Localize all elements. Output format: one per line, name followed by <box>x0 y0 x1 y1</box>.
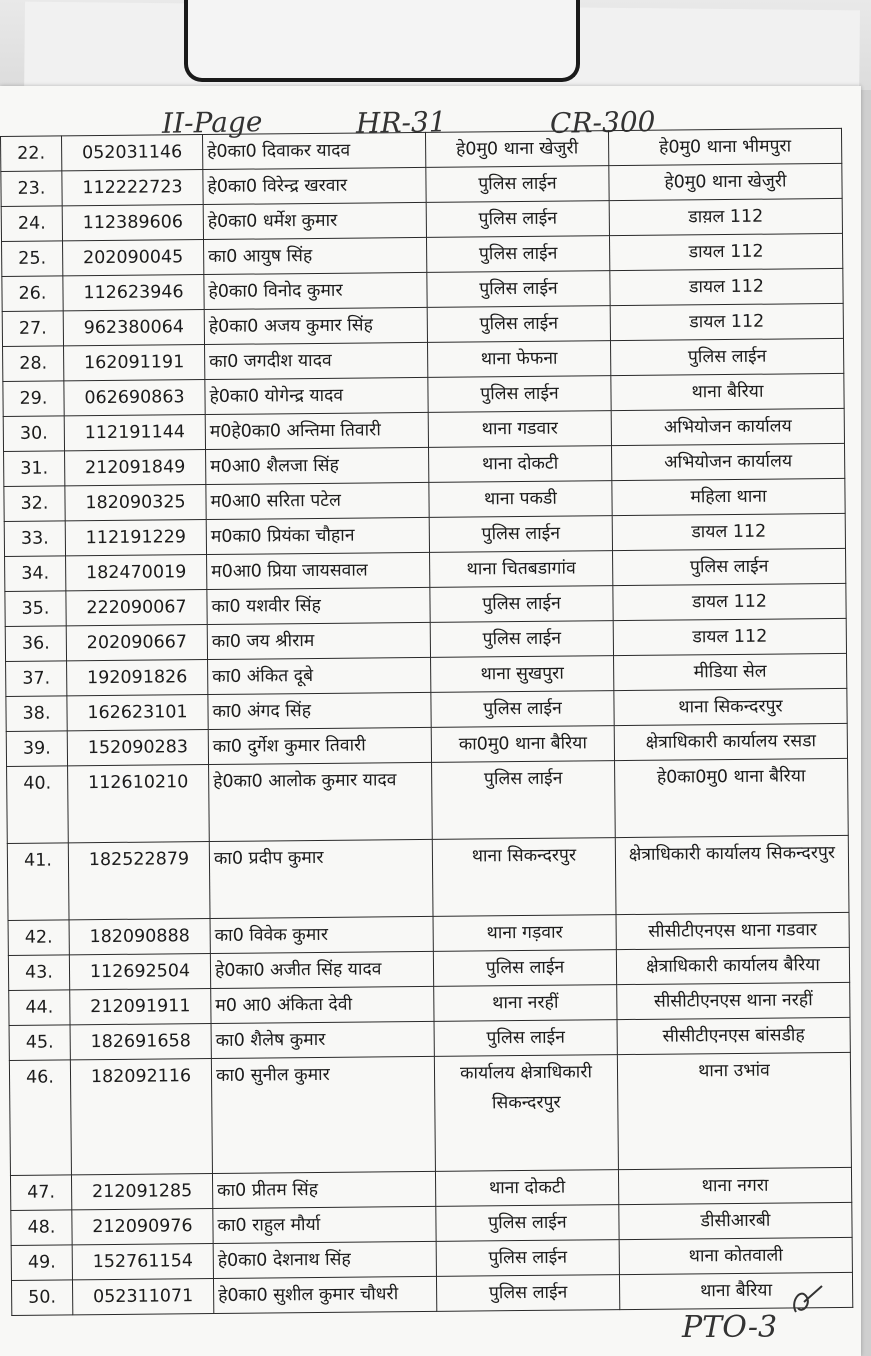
name-rank-cell: हे0का0 आलोक कुमार यादव <box>209 762 433 841</box>
table-row <box>7 835 849 920</box>
serial-number-cell: 34. <box>5 556 66 592</box>
new-posting-cell: डायल 112 <box>609 233 842 270</box>
serial-number-cell: 27. <box>2 311 63 347</box>
serial-number-cell: 32. <box>4 486 65 522</box>
new-posting-cell: थाना बैरिया <box>619 1272 852 1309</box>
name-rank-cell: का0 आयुष सिंह <box>204 237 427 274</box>
current-posting-cell: थाना गडवार <box>428 411 611 448</box>
current-posting-cell: पुलिस लाईन <box>436 1205 619 1242</box>
employee-id-cell: 162091191 <box>64 345 205 381</box>
new-posting-cell: थाना सिकन्दरपुर <box>614 688 847 725</box>
new-posting-cell: महिला थाना <box>612 478 845 515</box>
employee-id-cell: 052311071 <box>72 1279 213 1315</box>
serial-number-cell: 50. <box>11 1280 72 1316</box>
serial-number-cell: 45. <box>9 1025 70 1061</box>
current-posting-cell: थाना नरहीं <box>434 985 617 1022</box>
name-rank-cell: म0हे0का0 अन्तिमा तिवारी <box>205 412 428 449</box>
employee-id-cell: 202090045 <box>63 240 204 276</box>
current-posting-cell: पुलिस लाईन <box>431 691 614 728</box>
employee-id-cell: 182090325 <box>65 485 206 521</box>
new-posting-cell: डायल 112 <box>610 303 843 340</box>
employee-id-cell: 212091911 <box>70 989 211 1025</box>
new-posting-cell: डाय़ल 112 <box>609 198 842 235</box>
serial-number-cell: 24. <box>1 206 62 242</box>
current-posting-cell: थाना सिकन्दरपुर <box>432 838 616 917</box>
name-rank-cell: का0 अंकित दूबे <box>208 657 431 694</box>
current-posting-cell: पुलिस लाईन <box>426 166 609 203</box>
new-posting-cell: सीसीटीएनएस थाना नरहीं <box>617 982 850 1019</box>
name-rank-cell: हे0का0 विरेन्द्र खरवार <box>203 167 426 204</box>
employee-id-cell: 112222723 <box>62 170 203 206</box>
employee-id-cell: 192091826 <box>67 660 208 696</box>
serial-number-cell: 22. <box>1 136 62 172</box>
name-rank-cell: हे0का0 देशनाथ सिंह <box>213 1241 436 1278</box>
name-rank-cell: का0 अंगद सिंह <box>208 692 431 729</box>
serial-number-cell: 47. <box>10 1175 71 1211</box>
current-posting-cell: थाना दोकटी <box>435 1170 618 1207</box>
name-rank-cell: का0 प्रदीप कुमार <box>209 839 433 918</box>
employee-id-cell: 212091285 <box>71 1174 212 1210</box>
new-posting-cell: क्षेत्राधिकारी कार्यालय सिकन्दरपुर <box>615 835 849 914</box>
new-posting-cell: थाना बैरिया <box>611 373 844 410</box>
employee-id-cell: 112692504 <box>69 954 210 990</box>
current-posting-cell: पुलिस लाईन <box>428 376 611 413</box>
new-posting-cell: थाना कोतवाली <box>619 1237 852 1274</box>
serial-number-cell: 40. <box>7 766 69 844</box>
employee-id-cell: 052031146 <box>62 135 203 171</box>
serial-number-cell: 38. <box>6 696 67 732</box>
table-row <box>7 758 849 843</box>
name-rank-cell: म0का0 प्रियंका चौहान <box>206 517 429 554</box>
current-posting-cell: पुलिस लाईन <box>436 1240 619 1277</box>
employee-id-cell: 182090888 <box>69 919 210 955</box>
current-posting-cell: थाना गड़वार <box>433 915 616 952</box>
current-posting-cell: थाना फेफना <box>428 341 611 378</box>
name-rank-cell: का0 जगदीश यादव <box>205 342 428 379</box>
current-posting-cell: थाना पकडी <box>429 481 612 518</box>
current-posting-cell: थाना दोकटी <box>429 446 612 483</box>
employee-id-cell: 062690863 <box>64 380 205 416</box>
current-posting-cell: पुलिस लाईन <box>427 271 610 308</box>
employee-id-cell: 182470019 <box>66 555 207 591</box>
new-posting-cell: अभियोजन कार्यालय <box>611 408 844 445</box>
current-posting-cell: पुलिस लाईन <box>426 201 609 238</box>
current-posting-cell: पुलिस लाईन <box>429 516 612 553</box>
name-rank-cell: हे0का0 योगेन्द्र यादव <box>205 377 428 414</box>
employee-id-cell: 112610210 <box>68 765 210 843</box>
new-posting-cell: सीसीटीएनएस बांसडीह <box>617 1017 850 1054</box>
table-row <box>9 1052 851 1175</box>
name-rank-cell: म0 आ0 अंकिता देवी <box>211 986 434 1023</box>
name-rank-cell: हे0का0 अजय कुमार सिंह <box>204 307 427 344</box>
employee-id-cell: 112191144 <box>64 415 205 451</box>
new-posting-cell: क्षेत्राधिकारी कार्यालय रसडा <box>614 723 847 760</box>
current-posting-cell: पुलिस लाईन <box>430 586 613 623</box>
employee-id-cell: 152761154 <box>72 1244 213 1280</box>
name-rank-cell: हे0का0 सुशील कुमार चौधरी <box>213 1276 436 1313</box>
name-rank-cell: का0 सुनील कुमार <box>211 1056 435 1173</box>
employee-id-cell: 222090067 <box>66 590 207 626</box>
serial-number-cell: 30. <box>3 416 64 452</box>
reference-hr: HR-31 <box>355 105 447 140</box>
name-rank-cell: का0 शैलेष कुमार <box>211 1021 434 1058</box>
employee-id-cell: 162623101 <box>67 695 208 731</box>
current-posting-cell: पुलिस लाईन <box>433 950 616 987</box>
new-posting-cell: थाना उभांव <box>617 1052 851 1169</box>
name-rank-cell: का0 दुर्गेश कुमार तिवारी <box>208 727 431 764</box>
serial-number-cell: 41. <box>7 843 69 921</box>
current-posting-cell: पुलिस लाईन <box>434 1020 617 1057</box>
table-row <box>11 1272 852 1315</box>
page-note: II-Page <box>161 105 263 140</box>
new-posting-cell: क्षेत्राधिकारी कार्यालय बैरिया <box>616 947 849 984</box>
current-posting-cell: पुलिस लाईन <box>430 621 613 658</box>
new-posting-cell: हे0मु0 थाना भीमपुरा <box>608 128 841 165</box>
new-posting-cell: मीडिया सेल <box>614 653 847 690</box>
new-posting-cell: डायल 112 <box>610 268 843 305</box>
serial-number-cell: 46. <box>9 1060 71 1176</box>
current-posting-cell: थाना चितबडागांव <box>430 551 613 588</box>
serial-number-cell: 48. <box>11 1210 72 1246</box>
current-posting-cell: पुलिस लाईन <box>427 306 610 343</box>
name-rank-cell: हे0का0 दिवाकर यादव <box>202 132 425 169</box>
new-posting-cell: डायल 112 <box>613 583 846 620</box>
name-rank-cell: म0आ0 सरिता पटेल <box>206 482 429 519</box>
serial-number-cell: 31. <box>4 451 65 487</box>
employee-id-cell: 112191229 <box>65 520 206 556</box>
current-posting-cell: पुलिस लाईन <box>432 761 616 840</box>
new-posting-cell: पुलिस लाईन <box>613 548 846 585</box>
current-posting-cell: कार्यालय क्षेत्राधिकारी सिकन्दरपुर <box>434 1055 618 1172</box>
serial-number-cell: 42. <box>8 920 69 956</box>
serial-number-cell: 23. <box>1 171 62 207</box>
new-posting-cell: पुलिस लाईन <box>610 338 843 375</box>
name-rank-cell: का0 विवेक कुमार <box>210 916 433 953</box>
new-posting-cell: डीसीआरबी <box>619 1202 852 1239</box>
name-rank-cell: म0आ0 प्रिया जायसवाल <box>207 552 430 589</box>
employee-id-cell: 152090283 <box>67 730 208 766</box>
new-posting-cell: थाना नगरा <box>618 1167 851 1204</box>
employee-id-cell: 112389606 <box>62 205 203 241</box>
initials-signature <box>786 1282 826 1318</box>
transfer-table-wrap <box>0 128 871 1356</box>
serial-number-cell: 25. <box>2 241 63 277</box>
current-posting-cell: का0मु0 थाना बैरिया <box>431 726 614 763</box>
name-rank-cell: का0 यशवीर सिंह <box>207 587 430 624</box>
name-rank-cell: हे0का0 अजीत सिंह यादव <box>210 951 433 988</box>
name-rank-cell: का0 जय श्रीराम <box>207 622 430 659</box>
serial-number-cell: 39. <box>6 731 67 767</box>
new-posting-cell: हे0का0मु0 थाना बैरिया <box>615 758 849 837</box>
serial-number-cell: 28. <box>3 346 64 382</box>
employee-id-cell: 182092116 <box>70 1059 212 1175</box>
new-posting-cell: हे0मु0 थाना खेजुरी <box>609 163 842 200</box>
clipboard-clip <box>184 0 580 82</box>
employee-id-cell: 182522879 <box>68 842 210 920</box>
pto-note: PTO-3 <box>682 1310 778 1345</box>
serial-number-cell: 35. <box>5 591 66 627</box>
current-posting-cell: पुलिस लाईन <box>426 236 609 273</box>
name-rank-cell: का0 प्रीतम सिंह <box>212 1171 435 1208</box>
current-posting-cell: हे0मु0 थाना खेजुरी <box>425 131 608 168</box>
employee-id-cell: 112623946 <box>63 275 204 311</box>
employee-id-cell: 212090976 <box>72 1209 213 1245</box>
serial-number-cell: 37. <box>6 661 67 697</box>
serial-number-cell: 29. <box>3 381 64 417</box>
transfer-table <box>0 128 853 1316</box>
employee-id-cell: 182691658 <box>70 1024 211 1060</box>
current-posting-cell: थाना सुखपुरा <box>431 656 614 693</box>
serial-number-cell: 44. <box>9 990 70 1026</box>
name-rank-cell: का0 राहुल मौर्या <box>213 1206 436 1243</box>
serial-number-cell: 26. <box>2 276 63 312</box>
new-posting-cell: डायल 112 <box>612 513 845 550</box>
name-rank-cell: हे0का0 विनोद कुमार <box>204 272 427 309</box>
current-posting-cell: पुलिस लाईन <box>436 1275 619 1312</box>
serial-number-cell: 33. <box>4 521 65 557</box>
name-rank-cell: हे0का0 धर्मेश कुमार <box>203 202 426 239</box>
employee-id-cell: 202090667 <box>66 625 207 661</box>
serial-number-cell: 43. <box>8 955 69 991</box>
new-posting-cell: अभियोजन कार्यालय <box>612 443 845 480</box>
serial-number-cell: 36. <box>5 626 66 662</box>
employee-id-cell: 212091849 <box>65 450 206 486</box>
new-posting-cell: डायल 112 <box>613 618 846 655</box>
employee-id-cell: 962380064 <box>63 310 204 346</box>
new-posting-cell: सीसीटीएनएस थाना गडवार <box>616 912 849 949</box>
name-rank-cell: म0आ0 शैलजा सिंह <box>206 447 429 484</box>
reference-cr: CR-300 <box>549 105 656 140</box>
serial-number-cell: 49. <box>11 1245 72 1281</box>
